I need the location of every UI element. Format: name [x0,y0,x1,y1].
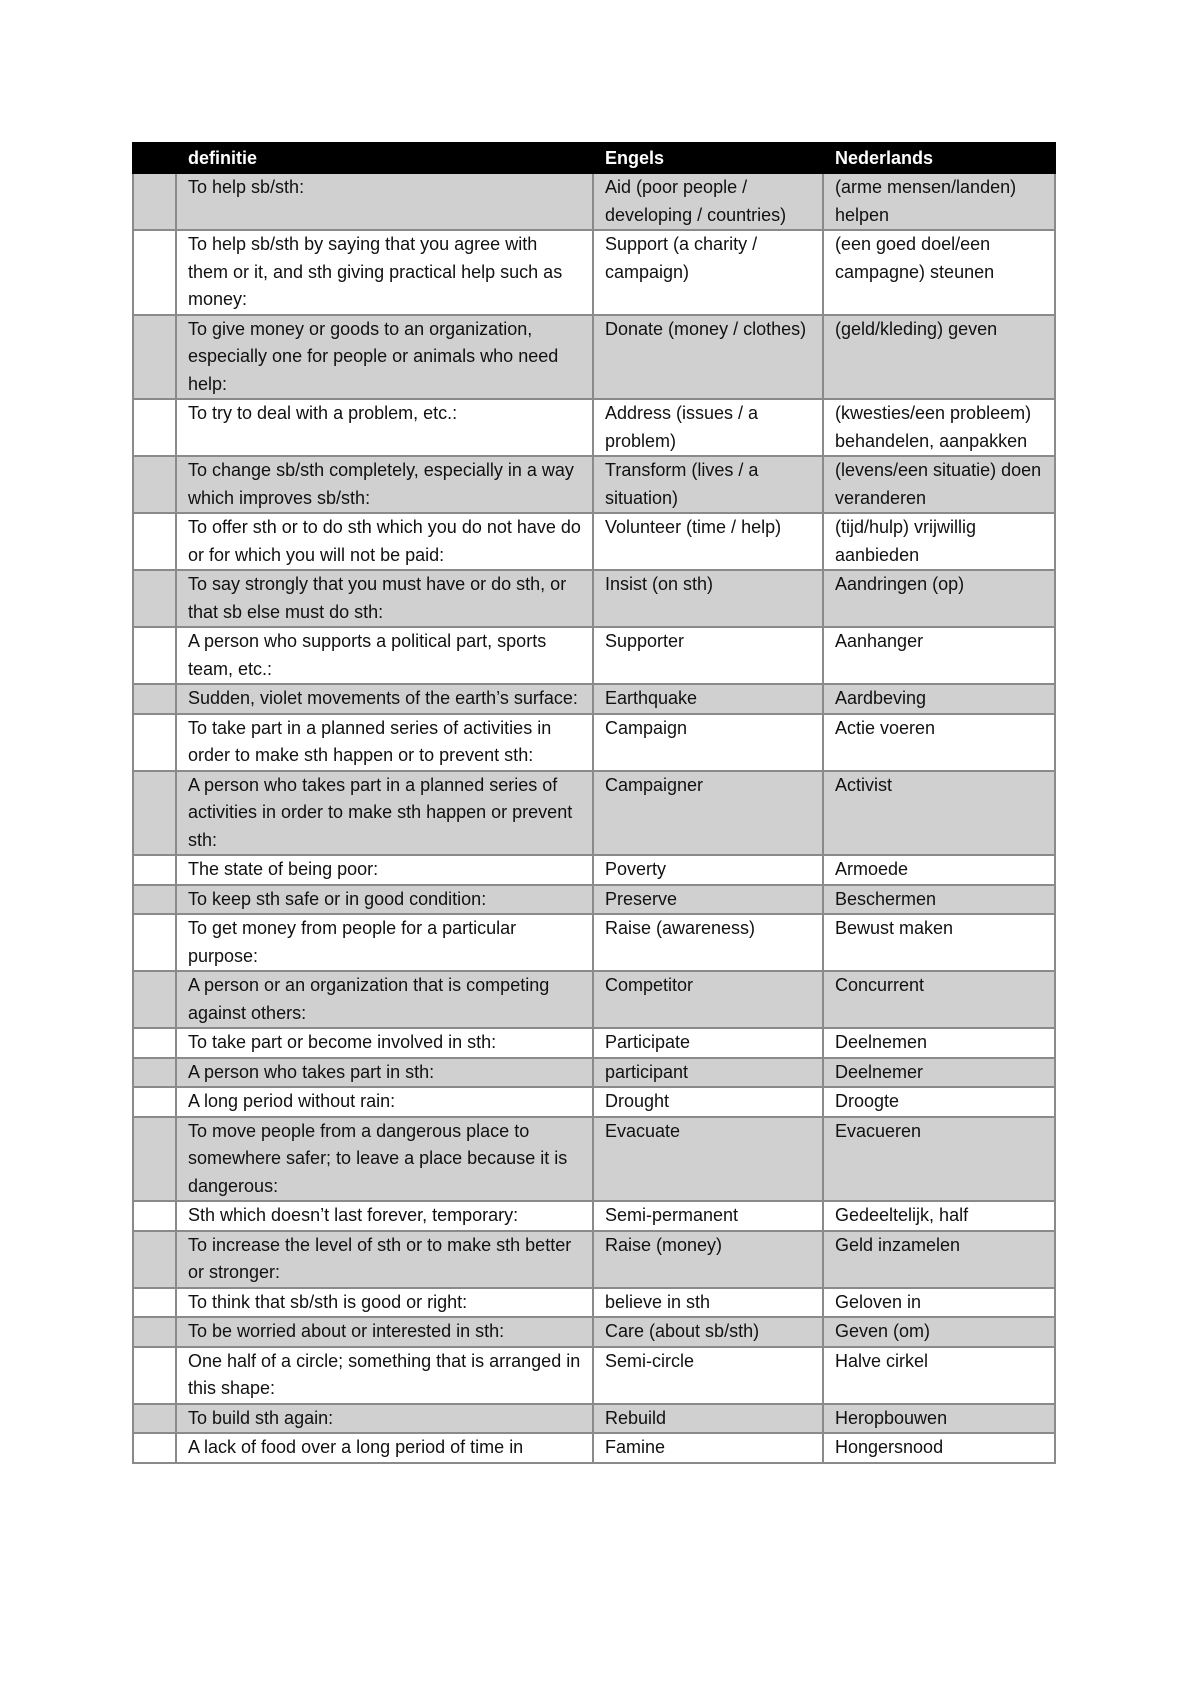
table-row [133,714,1055,771]
english-cell: Drought [593,1087,823,1117]
definition-cell: Sudden, violet movements of the earth’s surface: [176,684,593,714]
row-index-cell [133,173,176,230]
row-index-cell [133,684,176,714]
english-cell: Campaigner [593,771,823,856]
english-cell: Support (a charity / campaign) [593,230,823,315]
table-row [133,315,1055,400]
table-row [133,230,1055,315]
english-cell: Supporter [593,627,823,684]
row-index-cell [133,855,176,885]
table-row [133,1117,1055,1202]
table-body [133,173,1055,1463]
definition-cell: One half of a circle; something that is arranged in this shape: [176,1347,593,1404]
definition-cell: A person who takes part in a planned series of activities in order to make sth happen or prevent sth: [176,771,593,856]
table-row [133,1201,1055,1231]
table-row [133,399,1055,456]
definition-cell: To move people from a dangerous place to somewhere safer; to leave a place because it is dangerous: [176,1117,593,1202]
row-index-cell [133,1347,176,1404]
english-cell: Poverty [593,855,823,885]
row-index-cell [133,714,176,771]
table-row [133,570,1055,627]
dutch-cell: (een goed doel/een campagne) steunen [823,230,1055,315]
dutch-cell: Activist [823,771,1055,856]
header-row [133,143,1055,173]
dutch-cell: Concurrent [823,971,1055,1028]
english-cell: Competitor [593,971,823,1028]
english-cell: believe in sth [593,1288,823,1318]
table-row [133,971,1055,1028]
dutch-cell: Bewust maken [823,914,1055,971]
row-index-cell [133,914,176,971]
definition-cell: To increase the level of sth or to make sth better or stronger: [176,1231,593,1288]
row-index-cell [133,570,176,627]
dutch-cell: Hongersnood [823,1433,1055,1463]
dutch-cell: Evacueren [823,1117,1055,1202]
table-row [133,1087,1055,1117]
english-cell: participant [593,1058,823,1088]
table-row [133,684,1055,714]
dutch-cell: (geld/kleding) geven [823,315,1055,400]
row-index-cell [133,771,176,856]
definition-cell: To help sb/sth: [176,173,593,230]
dutch-cell: (arme mensen/landen) helpen [823,173,1055,230]
english-cell: Semi-circle [593,1347,823,1404]
vocabulary-table [132,142,1056,1464]
dutch-cell: (levens/een situatie) doen veranderen [823,456,1055,513]
row-index-cell [133,1087,176,1117]
definition-cell: To try to deal with a problem, etc.: [176,399,593,456]
definition-cell: To keep sth safe or in good condition: [176,885,593,915]
definition-cell: To say strongly that you must have or do sth, or that sb else must do sth: [176,570,593,627]
dutch-cell: Heropbouwen [823,1404,1055,1434]
english-cell: Aid (poor people / developing / countries) [593,173,823,230]
definition-cell: A lack of food over a long period of time in [176,1433,593,1463]
definition-cell: To take part or become involved in sth: [176,1028,593,1058]
dutch-cell: Aardbeving [823,684,1055,714]
english-cell: Campaign [593,714,823,771]
dutch-cell: Beschermen [823,885,1055,915]
dutch-cell: Gedeeltelijk, half [823,1201,1055,1231]
dutch-cell: (tijd/hulp) vrijwillig aanbieden [823,513,1055,570]
definition-cell: A long period without rain: [176,1087,593,1117]
table-row [133,855,1055,885]
definition-cell: To be worried about or interested in sth: [176,1317,593,1347]
row-index-cell [133,456,176,513]
row-index-cell [133,230,176,315]
row-index-cell [133,399,176,456]
english-cell: Transform (lives / a situation) [593,456,823,513]
table-row [133,627,1055,684]
definition-cell: To give money or goods to an organization, especially one for people or animals who need help: [176,315,593,400]
english-cell: Famine [593,1433,823,1463]
dutch-cell: Deelnemen [823,1028,1055,1058]
english-cell: Address (issues / a problem) [593,399,823,456]
dutch-cell: (kwesties/een probleem) behandelen, aanpakken [823,399,1055,456]
table-row [133,1404,1055,1434]
dutch-cell: Actie voeren [823,714,1055,771]
row-index-cell [133,315,176,400]
dutch-cell: Armoede [823,855,1055,885]
table-row [133,771,1055,856]
row-index-cell [133,971,176,1028]
dutch-cell: Droogte [823,1087,1055,1117]
dutch-cell: Deelnemer [823,1058,1055,1088]
row-index-cell [133,1028,176,1058]
table-row [133,914,1055,971]
table-row [133,1058,1055,1088]
row-index-cell [133,1317,176,1347]
definition-cell: To change sb/sth completely, especially in a way which improves sb/sth: [176,456,593,513]
row-index-cell [133,1288,176,1318]
dutch-cell: Halve cirkel [823,1347,1055,1404]
definition-cell: The state of being poor: [176,855,593,885]
dutch-cell: Aanhanger [823,627,1055,684]
row-index-cell [133,1404,176,1434]
table-row [133,1288,1055,1318]
header-nederlands: Nederlands [823,143,1055,173]
table-header [133,143,1055,173]
header-index [133,143,176,173]
english-cell: Participate [593,1028,823,1058]
definition-cell: To build sth again: [176,1404,593,1434]
english-cell: Care (about sb/sth) [593,1317,823,1347]
table-row [133,885,1055,915]
table-row [133,456,1055,513]
english-cell: Preserve [593,885,823,915]
definition-cell: To get money from people for a particular purpose: [176,914,593,971]
row-index-cell [133,1201,176,1231]
english-cell: Earthquake [593,684,823,714]
english-cell: Rebuild [593,1404,823,1434]
english-cell: Insist (on sth) [593,570,823,627]
definition-cell: To think that sb/sth is good or right: [176,1288,593,1318]
english-cell: Raise (awareness) [593,914,823,971]
row-index-cell [133,627,176,684]
definition-cell: To offer sth or to do sth which you do not have do or for which you will not be paid: [176,513,593,570]
dutch-cell: Aandringen (op) [823,570,1055,627]
english-cell: Evacuate [593,1117,823,1202]
english-cell: Raise (money) [593,1231,823,1288]
table-row [133,1028,1055,1058]
definition-cell: To take part in a planned series of activities in order to make sth happen or to prevent sth: [176,714,593,771]
definition-cell: To help sb/sth by saying that you agree with them or it, and sth giving practical help such as money: [176,230,593,315]
english-cell: Semi-permanent [593,1201,823,1231]
english-cell: Donate (money / clothes) [593,315,823,400]
row-index-cell [133,1058,176,1088]
table-row [133,513,1055,570]
english-cell: Volunteer (time / help) [593,513,823,570]
table-row [133,1231,1055,1288]
definition-cell: A person who takes part in sth: [176,1058,593,1088]
table-row [133,1433,1055,1463]
definition-cell: A person or an organization that is competing against others: [176,971,593,1028]
table-row [133,1347,1055,1404]
definition-cell: A person who supports a political part, sports team, etc.: [176,627,593,684]
table-row [133,1317,1055,1347]
definition-cell: Sth which doesn’t last forever, temporary: [176,1201,593,1231]
row-index-cell [133,1117,176,1202]
dutch-cell: Geld inzamelen [823,1231,1055,1288]
row-index-cell [133,1433,176,1463]
row-index-cell [133,885,176,915]
header-definitie: definitie [176,143,593,173]
row-index-cell [133,1231,176,1288]
row-index-cell [133,513,176,570]
dutch-cell: Geven (om) [823,1317,1055,1347]
header-engels: Engels [593,143,823,173]
table-row [133,173,1055,230]
dutch-cell: Geloven in [823,1288,1055,1318]
